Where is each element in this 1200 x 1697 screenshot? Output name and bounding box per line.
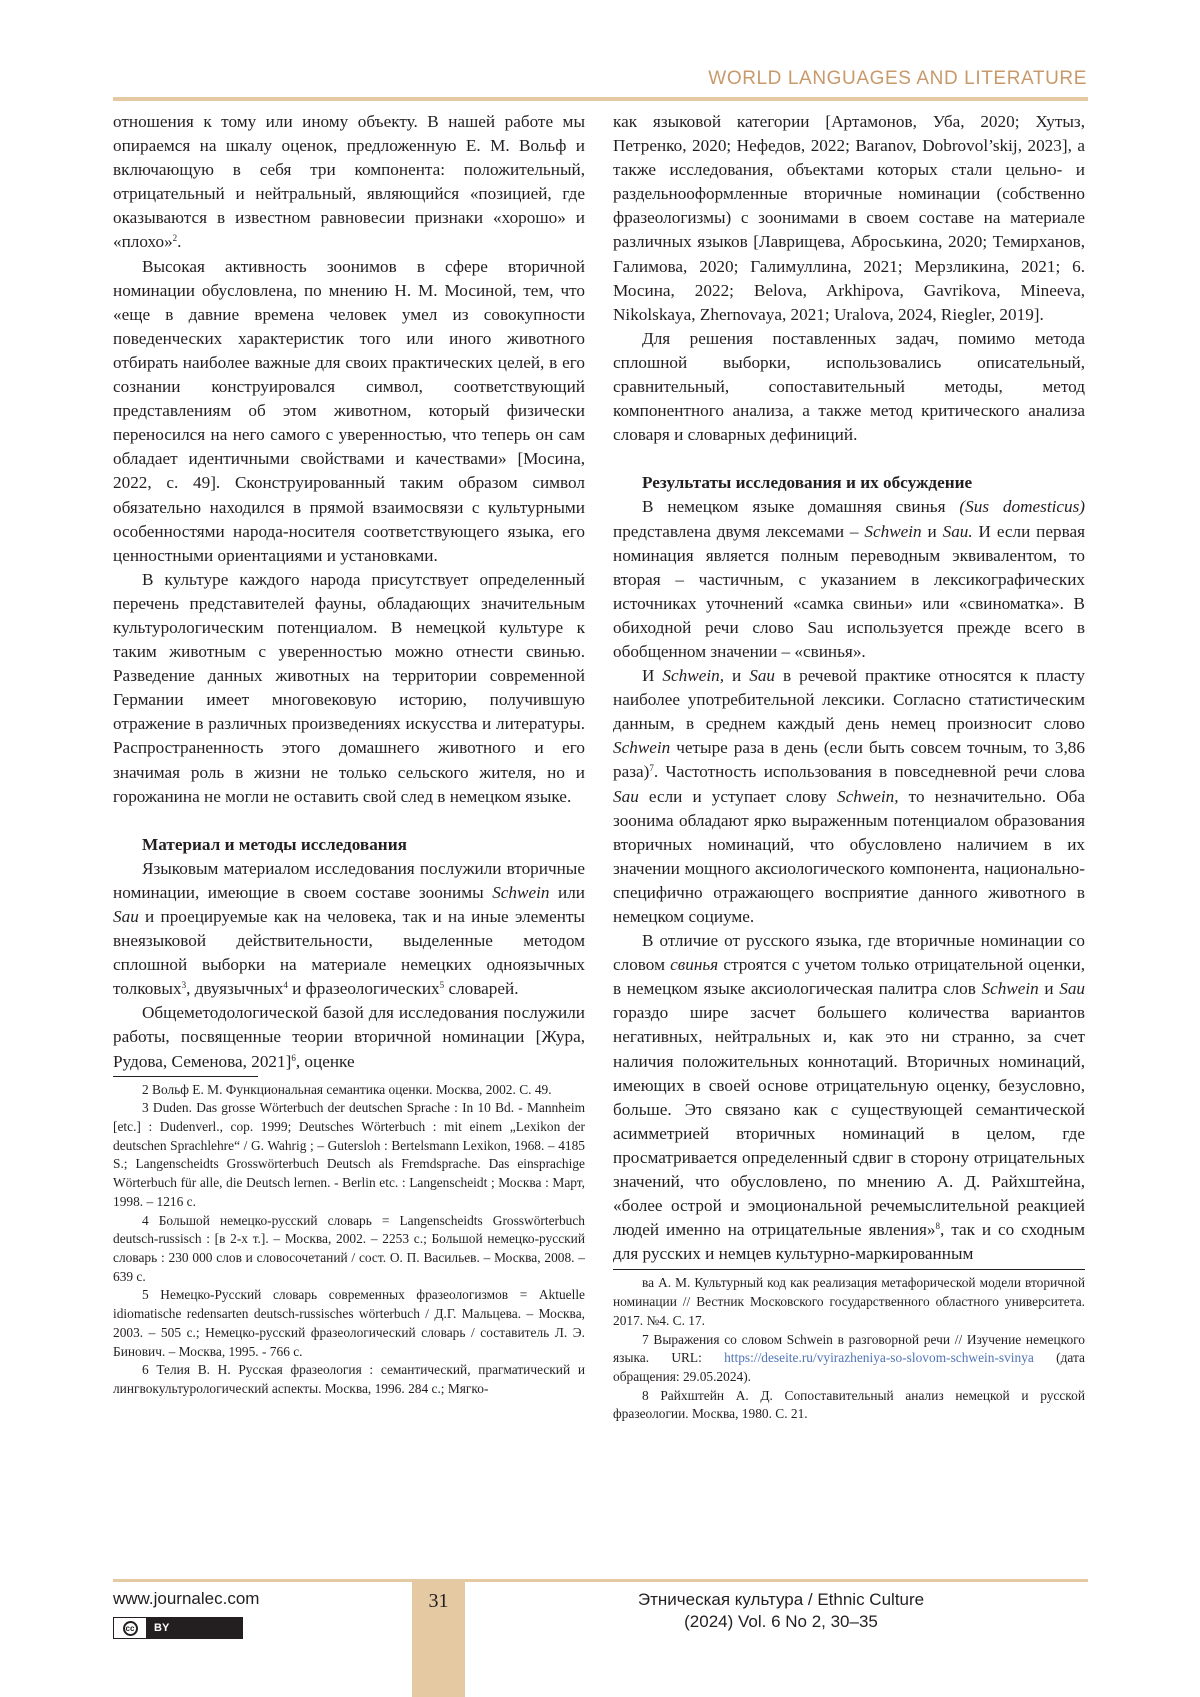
section-title: WORLD LANGUAGES AND LITERATURE: [708, 68, 1087, 89]
journal-volume: (2024) Vol. 6 No 2, 30–35: [684, 1612, 878, 1631]
paragraph: отношения к тому или иному объекту. В нашей работе мы опираемся на шкалу оценок, предложенную Е. М. Вольф и включающую в себя три компонента: положительный, отрицательный и нейтральный, являющийся «позицией, где оказываются в известном равновесии признаки «хорошо» и «плохо»$^2$.: [113, 112, 585, 252]
footnote: ва А. М. Культурный код как реализация метафорической модели вторичной номинации // Вестник Московского государственного областного университета. 2017. №4. С. 17.: [613, 1275, 1085, 1328]
paragraph: Высокая активность зоонимов в сфере вторичной номинации обусловлена, по мнению Н. М. Мосиной, тем, что «еще в давние времена человек умел из совокупности поведенческих характеристик того или иного животного отбирать наиболее важные для своих практических целей, в его сознании конструировался символ, соответствующий представлениям об этом животном, который физически переносился на него самого с уверенностью, что теперь он сам обладает идентичными свойствами и качествами» [Мосина, 2022, с. 49]. Сконструированный таким образом символ обязательно находился в прямой взаимосвязи с культурными особенностями народа-носителя соответствующего языка, его ценностными ориентациями и установками.: [113, 256, 585, 565]
paragraph: Общеметодологической базой для исследования послужили работы, посвященные теории вторичной номинации [Жура, Рудова, Семенова, 2021]$^6$, оценке: [113, 1003, 585, 1071]
footnote-divider: [113, 1076, 258, 1077]
footnote: 4 Большой немецко-русский словарь = Langenscheidts Grosswörterbuch deutsch-russisch : [в 2-х т.]. – Москва, 2002. – 2253 с.; Большой немецко-русский словарь : 230 000 слов и словосочетаний / сост. О. П. Васильев. – Москва, 2008. – 639 с.: [113, 1212, 585, 1284]
paragraph: В немецком языке домашняя свинья (Sus domesticus) представлена двумя лексемами – Schwein и Sau. И если первая номинация является полным переводным эквивалентом, то вторая – частичным, с указанием в лексикографических источниках уточнений «самка свиньи» или «свиноматка». В обиходной речи слово Sau используется прежде всего в обобщенном значении – «свинья».: [613, 497, 1086, 661]
footnote: 6 Телия В. Н. Русская фразеология : семантический, прагматический и лингвокультурологический аспекты. Москва, 1996. 284 с.; Мягко-: [113, 1362, 585, 1396]
footnote: 8 Райхштейн А. Д. Сопоставительный анализ немецкой и русской фразеологии. Москва, 1980. С. 21.: [613, 1387, 1085, 1422]
left-column: [113, 110, 585, 1399]
paragraph: Языковым материалом исследования послужили вторичные номинации, имеющие в своем составе зоонимы Schwein или Sau и проецируемые как на человека, так и на иные элементы внеязыковой действительности, выделенные методом сплошной выборки на материале немецких одноязычных толковых$^3$, двуязычных$^4$ и фразеологических$^5$ словарей.: [113, 858, 585, 999]
page-number: 31: [428, 1590, 449, 1612]
journal-website[interactable]: www.journalec.com: [113, 1589, 260, 1608]
journal-name: Этническая культура / Ethnic Culture: [637, 1590, 925, 1609]
footnote: 5 Немецко-Русский словарь современных фразеологизмов = Aktuelle idiomatische redensarten deutsch-russisches wörterbuch / Д.Г. Мальцева. – Москва, 2003. – 505 с.; Немецко-русский фразеологический словарь / составитель Л. Э. Бинович. – Москва, 1995. - 766 с.: [113, 1287, 585, 1359]
cc-icon: cc: [114, 1618, 146, 1638]
section-heading-methods: Материал и методы исследования: [142, 834, 407, 854]
paragraph: И Schwein, и Sau в речевой практике относятся к пласту наиболее употребительной лексики. Согласно статистическим данным, в среднем каждый день немец произносит слово Schwein четыре раза в день (если быть совсем точным, то 3,86 раза)$^7$. Частотность использования в повседневной речи слова Sau если и уступает слову Schwein, то незначительно. Оба зоонима обладают ярко выраженным потенциалом образования вторичных номинаций, что обусловлено наличием в их значении мощного аксиологического компонента, национально-специфично отражающего восприятие данного животного в немецком социуме.: [613, 666, 1085, 926]
paragraph: как языковой категории [Артамонов, Уба, 2020; Хутыз, Петренко, 2020; Нефедов, 2022; Baranov, Dobrovol’skij, 2023], а также исследования, объектами которых стали цельно- и раздельнооформленные вторичные номинации (собственно фразеологизмы) с зоонимами в своем составе на материале различных языков [Лаврищева, Аброськина, 2020; Темирханов, Галимова, 2020; Галимуллина, 2021; Мерзликина, 2021; 6. Мосина, 2022; Belova, Arkhipova, Gavrikova, Mineeva, Nikolskaya, Zhernovaya, 2021; Uralova, 2024, Riegler, 2019].: [613, 112, 1085, 324]
header-divider: [113, 97, 1088, 101]
footer-divider: [113, 1579, 1088, 1582]
journal-citation: [616, 1589, 946, 1633]
footnote: 3 Duden. Das grosse Wörterbuch der deutschen Sprache : In 10 Bd. - Mannheim [etc.] : Dudenverl., cop. 1999; Deutsches Wörterbuch : mit einem „Lexikon der deutschen Sprachlehre“ / G. Wahrig ; – Gutersloh : Bertelsmann Lexikon, 1968. – 4185 S.; Langenscheidts Grosswörterbuch Deutsch als Fremdsprache. Das einsprachige Wörterbuch für alle, die Deutsch lernen. - Berlin etc. : Langenscheidt ; Москва : Март, 1998. – 1216 с.: [113, 1100, 585, 1209]
footnote-link[interactable]: https://deseite.ru/vyirazheniya-so-slovom-schwein-svinya: [724, 1350, 1034, 1366]
paragraph: В культуре каждого народа присутствует определенный перечень представителей фауны, обладающих значительным культурологическим потенциалом. В немецкой культуре к таким животным с уверенностью можно отнести свинью. Разведение данных животных на территории современной Германии имеет многовековую историю, получившую отражение в различных произведениях искусства и литературы. Распространенность этого домашнего животного и его значимая роль в жизни не только сельского жителя, но и горожанина не могли не оставить свой след в немецком языке.: [113, 569, 585, 806]
license-by-label: BY: [146, 1618, 242, 1638]
paragraph: Для решения поставленных задач, помимо метода сплошной выборки, использовались описательный, сравнительный, сопоставительный методы, метод компонентного анализа, а также метод критического анализа словаря и словарных дефиниций.: [613, 328, 1085, 445]
footnote: 2 Вольф Е. М. Функциональная семантика оценки. Москва, 2002. С. 49.: [142, 1081, 552, 1097]
right-column: [613, 110, 1085, 1424]
paragraph: В отличие от русского языка, где вторичные номинации со словом свинья строятся с учетом только отрицательной оценки, в немецком языке аксиологическая палитра слов Schwein и Sau гораздо шире засчет большего количества вариантов негативных, нейтральных и, как это ни странно, за счет наличия положительных коннотаций. Вторичных номинаций, имеющих в своей основе отрицательную оценку, безусловно, больше. Это связано как с существующей семантической асимметрией вторичных номинаций в целом, где просматривается определенный сдвиг в сторону отрицательных значений, что обусловлено, по мнению А. Д. Райхштейна, «более острой и эмоциональной речемыслительной реакцией людей именно на отрицательные явления»$^8$, так и со сходным для русских и немцев культурно-маркированным: [613, 931, 1085, 1264]
section-heading-results: Результаты исследования и их обсуждение: [642, 473, 973, 493]
cc-by-license-badge[interactable]: [113, 1617, 243, 1639]
footnote: 7 Выражения со словом Schwein в разговорной речи // Изучение немецкого языка. URL: https://deseite.ru/vyirazheniya-so-slovom-schwein-svinya (дата обращения: 29.05.2024).: [613, 1331, 1085, 1384]
footnote-divider: [613, 1269, 1085, 1270]
